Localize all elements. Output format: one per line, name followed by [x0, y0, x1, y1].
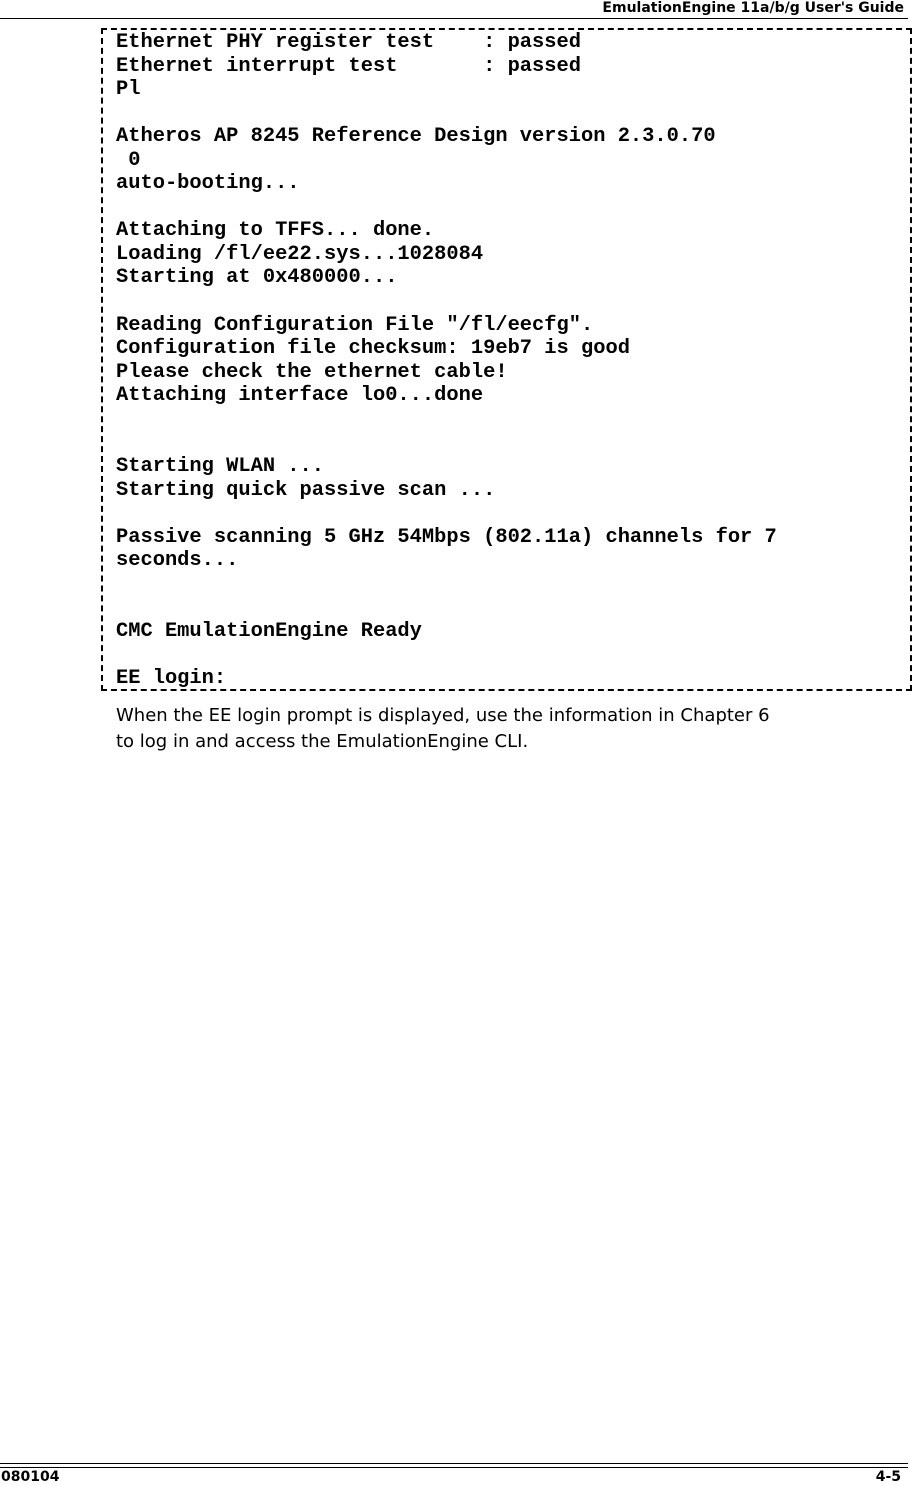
- console-line: Attaching interface lo0...done: [116, 384, 484, 407]
- console-line: Starting WLAN ...: [116, 455, 325, 478]
- console-line: CMC EmulationEngine Ready: [116, 620, 422, 643]
- console-line: Configuration file checksum: 19eb7 is good: [116, 337, 630, 360]
- footer-page-number: 4-5: [875, 1469, 901, 1485]
- body-paragraph: When the EE login prompt is displayed, use the information in Chapter 6 to log in and access the EmulationEngine CLI.: [116, 705, 770, 752]
- console-line: Atheros AP 8245 Reference Design version 2.3.0.70: [116, 125, 716, 148]
- footer-rule: [0, 1467, 908, 1468]
- console-line: Pl: [116, 78, 141, 101]
- console-line: Passive scanning 5 GHz 54Mbps (802.11a) channels for 7: [116, 526, 777, 549]
- console-line: Attaching to TFFS... done.: [116, 219, 435, 242]
- console-line: Reading Configuration File "/fl/eecfg".: [116, 314, 594, 337]
- header-rule: [0, 18, 908, 19]
- footer-doc-number: 080104: [1, 1469, 60, 1485]
- console-line: seconds...: [116, 549, 239, 572]
- console-line: Please check the ethernet cable!: [116, 361, 508, 384]
- console-line: EE login:: [116, 667, 227, 690]
- console-line: Ethernet interrupt test : passed: [116, 55, 581, 78]
- console-line: auto-booting...: [116, 172, 300, 195]
- footer-rule: [0, 1463, 908, 1464]
- console-line: Starting quick passive scan ...: [116, 479, 496, 502]
- page-header-title: EmulationEngine 11a/b/g User's Guide: [602, 0, 904, 16]
- console-line: 0: [116, 149, 141, 172]
- console-line: Ethernet PHY register test : passed: [116, 31, 581, 54]
- console-line: Loading /fl/ee22.sys...1028084: [116, 243, 484, 266]
- console-line: Starting at 0x480000...: [116, 266, 398, 289]
- console-output-box: [101, 28, 912, 691]
